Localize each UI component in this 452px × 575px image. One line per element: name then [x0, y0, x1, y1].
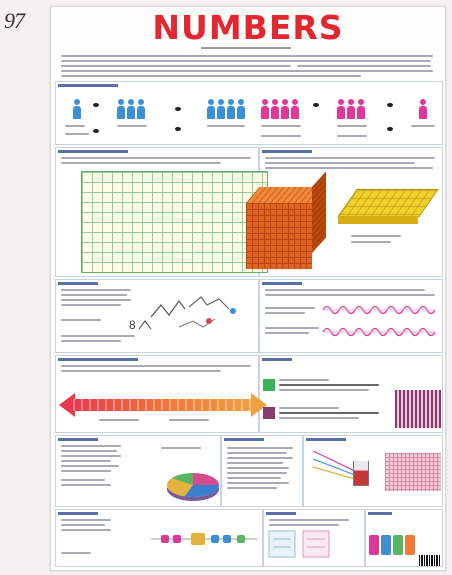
svg-text:8: 8 — [129, 318, 136, 332]
fraction-pie-chart — [167, 473, 219, 497]
panel-counting-figures — [55, 81, 443, 145]
even-number-swatch — [263, 379, 275, 391]
page-number: 97 — [4, 8, 24, 33]
numbers-poster — [50, 6, 446, 571]
pattern-wave-2 — [323, 325, 435, 339]
measurement-rays — [309, 447, 359, 487]
sketch-figure — [129, 315, 153, 335]
panel-number-line — [55, 355, 259, 433]
subtitle-line — [201, 47, 291, 49]
counting-sketches — [149, 287, 249, 337]
number-charts — [269, 529, 359, 561]
hundred-flat-front — [338, 216, 418, 224]
number-line-bar — [73, 399, 253, 411]
measuring-beaker — [353, 461, 369, 486]
poster-title: NUMBERS — [152, 8, 344, 47]
odd-even-stripes — [395, 390, 441, 428]
barcode — [419, 555, 441, 566]
measurement-grid — [385, 453, 441, 491]
thousand-cube — [246, 203, 312, 269]
pattern-wave-1 — [323, 303, 435, 317]
abacus-beads — [151, 523, 257, 557]
odd-number-swatch — [263, 407, 275, 419]
panel-number-facts — [221, 435, 303, 507]
hundred-square-grid — [81, 171, 268, 273]
